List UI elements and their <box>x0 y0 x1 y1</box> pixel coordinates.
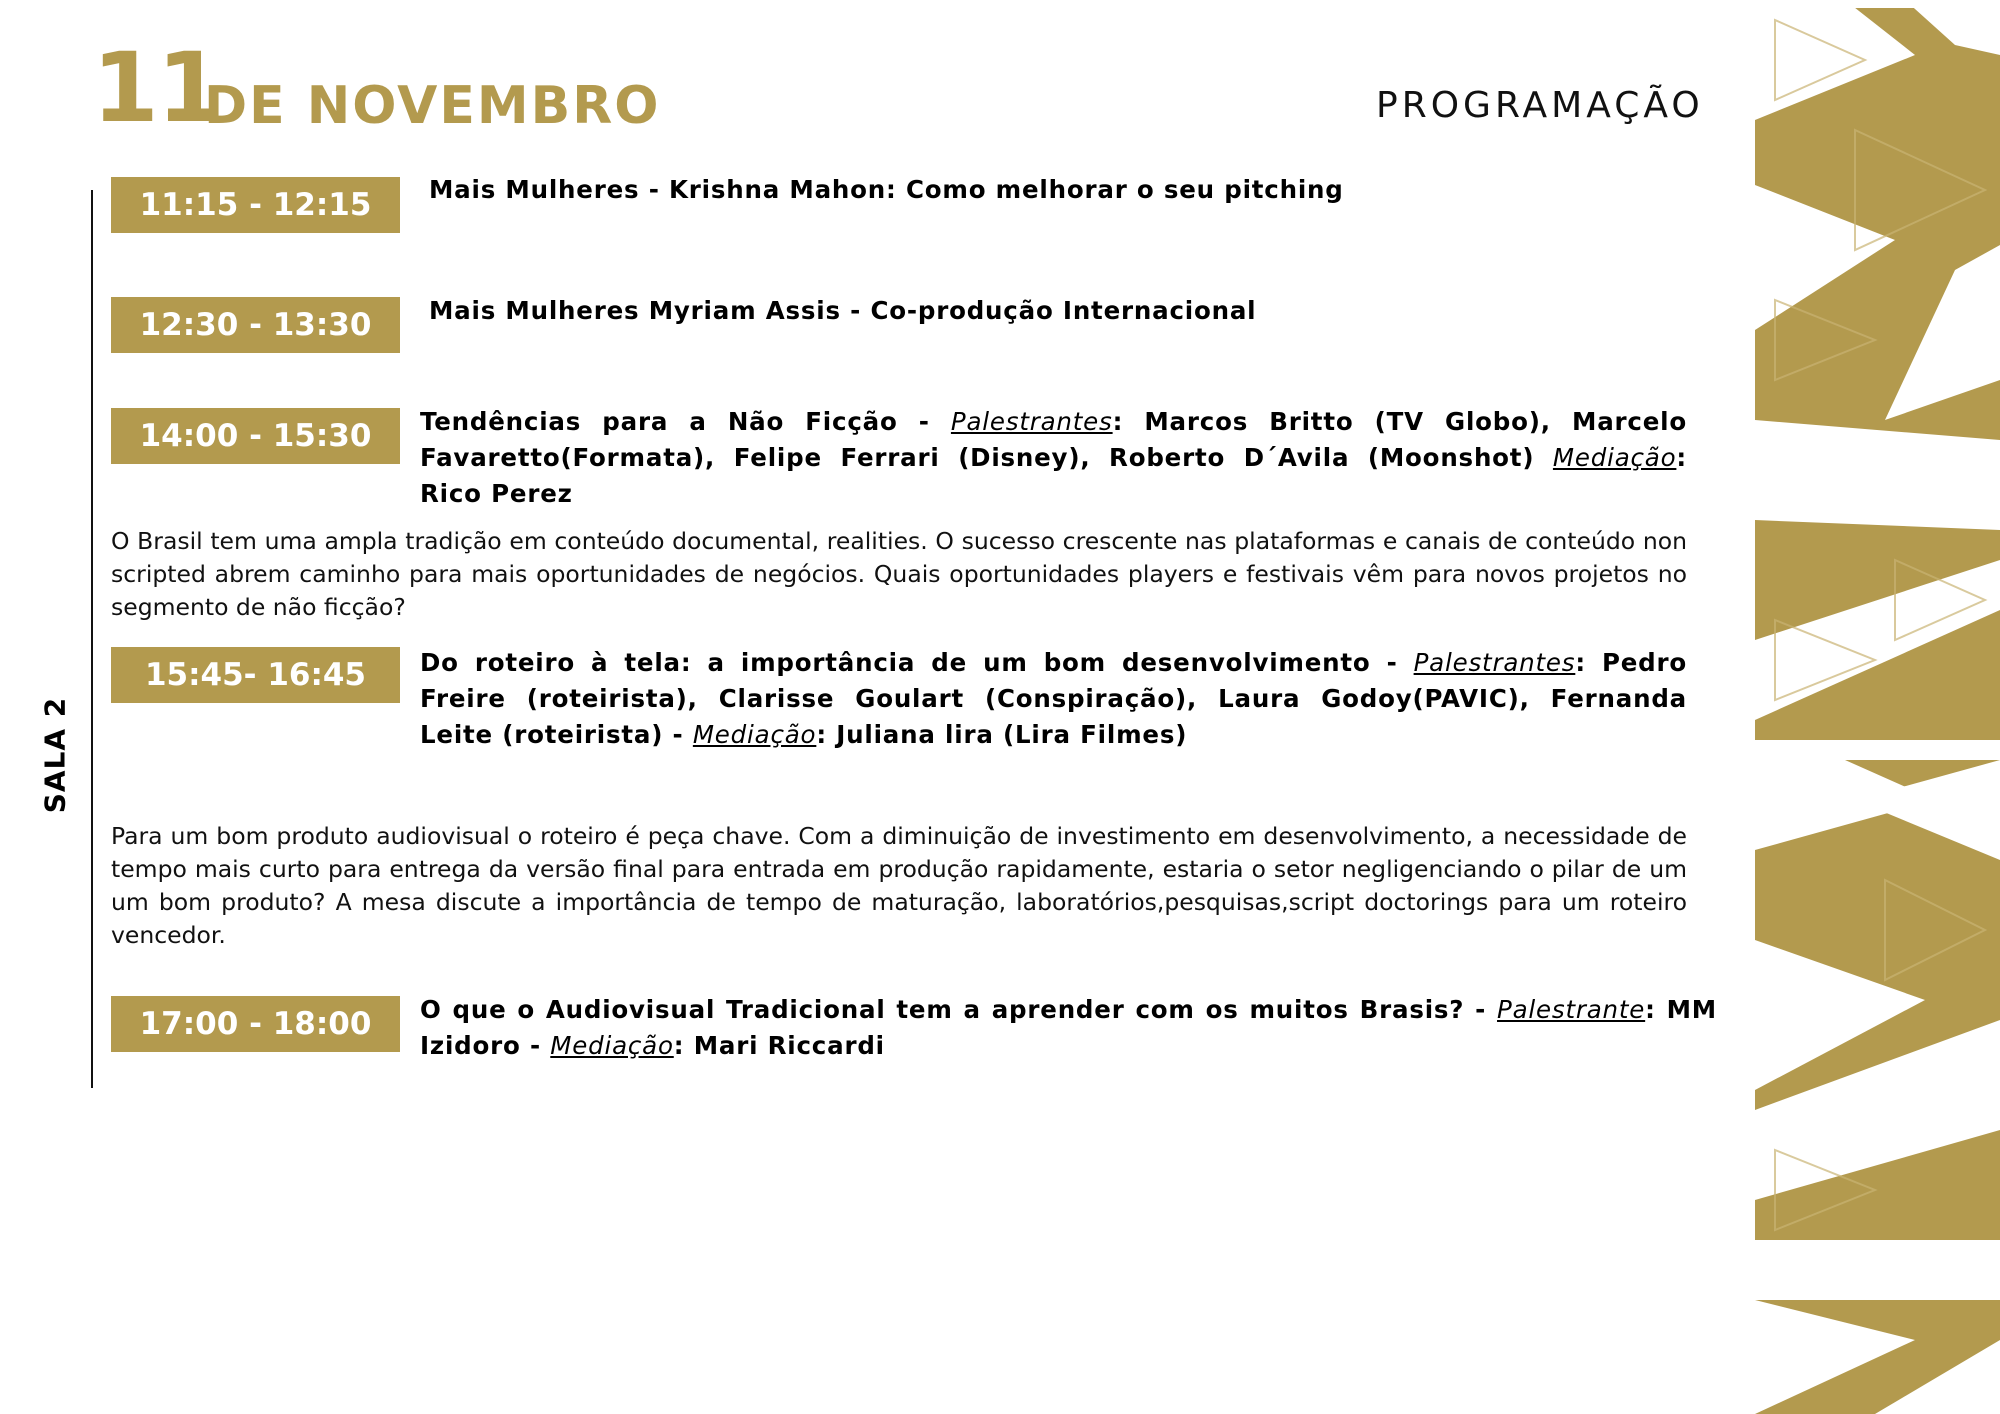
event-title: Mais Mulheres - Krishna Mahon: Como melhorar o seu pitching <box>429 175 1344 204</box>
speakers-label: Palestrante <box>1497 995 1646 1024</box>
event-time-badge: 12:30 - 13:30 <box>111 297 400 353</box>
event-description: Para um bom produto audiovisual o roteiro é peça chave. Com a diminuição de investimento em desenvolvimento, a necessidade de tempo mais curto para entrega da versão final para entrada em produção rapidamente, estaria o setor negligenciando o pilar de um um bom produto? A mesa discute a importância de tempo de maturação, laboratórios,pesquisas,script doctorings para um roteiro vencedor. <box>111 822 1687 949</box>
event-title-block <box>420 992 1717 1064</box>
speakers-label: Palestrantes <box>950 407 1113 436</box>
date-day: 11 <box>92 32 222 144</box>
event-title: Do roteiro à tela: a importância de um bom desenvolvimento - <box>420 648 1414 677</box>
moderator: : Mari Riccardi <box>673 1031 885 1060</box>
event-title-block <box>420 645 1687 753</box>
speakers: : Pedro Freire (roteirista), Clarisse Goulart (Conspiração), Laura Godoy(PAVIC), Fernanda Leite (roteirista) - <box>420 648 1687 749</box>
section-title: PROGRAMAÇÃO <box>1376 85 1704 126</box>
moderation-label: Mediação <box>550 1031 674 1060</box>
event-description: O Brasil tem uma ampla tradição em conteúdo documental, realities. O sucesso crescente nas plataformas e canais de conteúdo non scripted abrem caminho para mais oportunidades de negócios. Quais oportunidades players e festivais vêm para novos projetos no segmento de não ficção? <box>111 527 1687 621</box>
room-label-text: SALA 2 <box>38 696 72 814</box>
event-title: Mais Mulheres Myriam Assis - Co-produção Internacional <box>429 296 1257 325</box>
speakers: : MM Izidoro - <box>420 995 1717 1060</box>
moderation-label: Mediação <box>1552 443 1677 472</box>
moderator: : Juliana lira (Lira Filmes) <box>816 720 1188 749</box>
moderator: : Rico Perez <box>420 443 1687 508</box>
event-time-badge: 11:15 - 12:15 <box>111 177 400 233</box>
event-time-badge: 15:45- 16:45 <box>111 647 400 703</box>
room-label <box>30 696 80 814</box>
event-time-badge: 17:00 - 18:00 <box>111 996 400 1052</box>
event-title: Tendências para a Não Ficção - <box>420 407 951 436</box>
moderation-label: Mediação <box>692 720 817 749</box>
speakers-label: Palestrantes <box>1413 648 1576 677</box>
decorative-pattern <box>1755 0 2000 1414</box>
timeline-divider <box>91 190 93 1088</box>
event-title-block <box>420 404 1687 512</box>
speakers: : Marcos Britto (TV Globo), Marcelo Favaretto(Formata), Felipe Ferrari (Disney), Roberto D´Avila (Moonshot) <box>420 407 1687 472</box>
event-title: O que o Audiovisual Tradicional tem a aprender com os muitos Brasis? - <box>420 995 1498 1024</box>
event-time-badge: 14:00 - 15:30 <box>111 408 400 464</box>
date-month: DE NOVEMBRO <box>204 76 661 136</box>
